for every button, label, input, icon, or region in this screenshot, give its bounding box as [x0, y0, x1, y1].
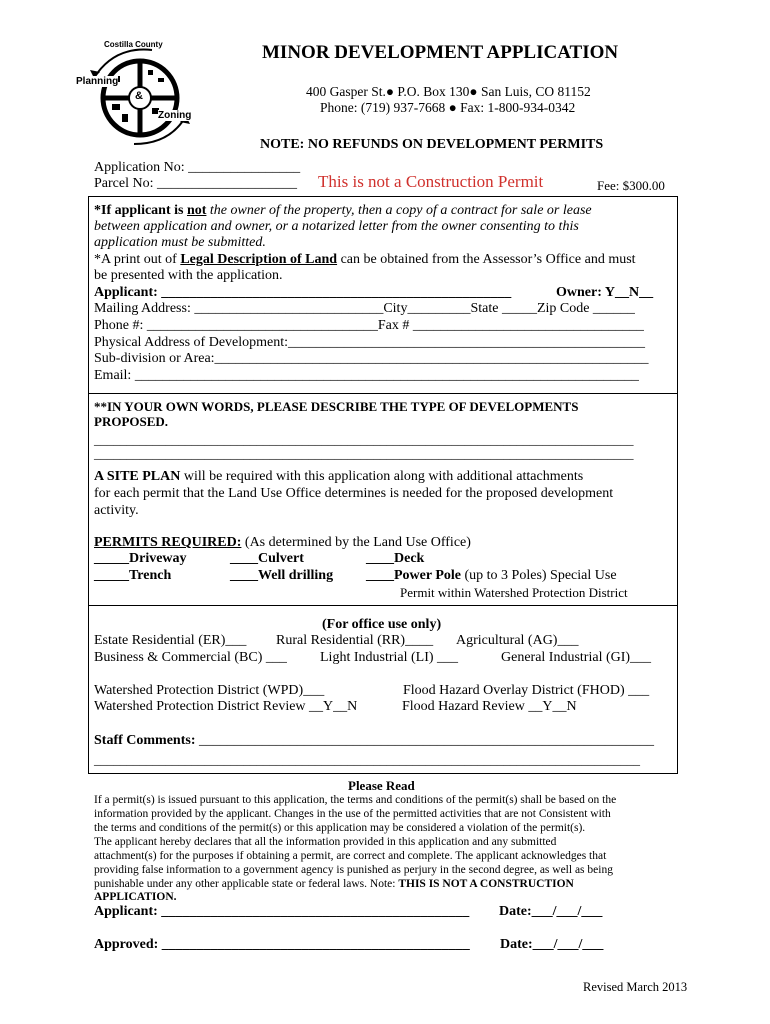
- staff-comments-line2[interactable]: ____________________________________________________________________________________: [94, 752, 640, 767]
- fine-print-line: The applicant hereby declares that all the information provided in this application and any submitted: [94, 836, 557, 848]
- zone-li[interactable]: Light Industrial (LI) ___: [320, 650, 459, 665]
- ownership-instructions-end: the owner of the property, then a copy of a contract for sale or lease: [206, 203, 592, 218]
- approved-signature-field[interactable]: Approved: ____________________________________________: [94, 937, 470, 952]
- staff-comments-line: _________________________________________________________________: [195, 733, 654, 748]
- site-plan-note-line2: for each permit that the Land Use Office determines is needed for the proposed development: [94, 486, 614, 501]
- logo-amp-text: &: [135, 90, 143, 102]
- permits-required-heading: [94, 535, 471, 551]
- zone-rr[interactable]: Rural Residential (RR)____: [276, 633, 434, 648]
- fine-print-text: punishable under any other applicable state or federal laws. Note:: [94, 878, 399, 890]
- staff-comments-field[interactable]: [94, 733, 654, 749]
- fine-print-line: [94, 877, 574, 891]
- power-pole-permit-option[interactable]: [366, 568, 617, 584]
- fine-print-line: providing false information to a government agency is punished as perjury in the second degree, as well as being: [94, 864, 613, 876]
- logo-planning-text: Planning: [76, 76, 119, 87]
- fee: Fee: $300.00: [597, 178, 665, 193]
- description-heading-line2: PROPOSED.: [94, 414, 169, 429]
- description-blank-line[interactable]: ___________________________________________________________________________________: [94, 446, 634, 461]
- fine-print-line: APPLICATION.: [94, 891, 177, 903]
- fine-print-line: attachment(s) for the purposes if obtaining a permit, are correct and complete. The applicant acknowledges that: [94, 850, 607, 862]
- ownership-instructions-start: *If applicant is: [94, 203, 187, 218]
- subdivision-field[interactable]: Sub-division or Area:______________________________________________________________: [94, 351, 649, 366]
- staff-comments-label: Staff Comments:: [94, 733, 196, 748]
- description-blank-line[interactable]: ___________________________________________________________________________________: [94, 432, 634, 447]
- flood-hazard-district[interactable]: Flood Hazard Overlay District (FHOD) ___: [403, 683, 650, 698]
- site-plan-text: will be required with this application along with additional attachments: [180, 469, 584, 484]
- parcel-number: Parcel No: ____________________: [94, 176, 297, 191]
- physical-address-field[interactable]: Physical Address of Development:___________________________________________________: [94, 335, 646, 350]
- ownership-instructions-line3: application must be submitted.: [94, 235, 266, 250]
- permits-required-note: (As determined by the Land Use Office): [241, 535, 471, 550]
- fine-print-emphasis: THIS IS NOT A CONSTRUCTION: [398, 878, 574, 890]
- legal-description-label: Legal Description of Land: [180, 252, 338, 267]
- office-address: 400 Gasper St.● P.O. Box 130● San Luis, CO 81152: [306, 84, 591, 99]
- construction-permit-note: This is not a Construction Permit: [318, 172, 544, 191]
- site-plan-note: [94, 469, 583, 485]
- site-plan-label: A SITE PLAN: [94, 469, 181, 484]
- permits-required-label: PERMITS REQUIRED:: [94, 535, 242, 550]
- flood-hazard-review[interactable]: Flood Hazard Review __Y__N: [402, 699, 577, 714]
- county-logo: [74, 38, 206, 150]
- please-read-heading: Please Read: [348, 778, 415, 793]
- phone-fax-field[interactable]: Phone #: _________________________________Fax # _________________________________: [94, 318, 644, 333]
- fine-print-line: If a permit(s) is issued pursuant to this application, the terms and conditions of the permit(s) shall be based on the: [94, 794, 617, 806]
- approved-date-field[interactable]: Date:___/___/___: [500, 937, 604, 952]
- description-heading: **IN YOUR OWN WORDS, PLEASE DESCRIBE THE TYPE OF DEVELOPMENTS: [94, 399, 579, 414]
- logo-county-text: Costilla County: [104, 40, 163, 49]
- legal-description-end: can be obtained from the Assessor’s Office and must: [337, 252, 636, 267]
- well-drilling-permit-option[interactable]: ____Well drilling: [230, 568, 334, 583]
- trench-permit-option[interactable]: _____Trench: [94, 568, 172, 583]
- watershed-district[interactable]: Watershed Protection District (WPD)___: [94, 683, 325, 698]
- power-pole-blank: ____: [366, 568, 394, 583]
- zone-ag[interactable]: Agricultural (AG)___: [456, 633, 579, 648]
- driveway-permit-option[interactable]: _____Driveway: [94, 551, 187, 566]
- mailing-address-field[interactable]: Mailing Address: ___________________________City_________State _____Zip Code ______: [94, 301, 635, 316]
- watershed-review[interactable]: Watershed Protection District Review __Y__N: [94, 699, 358, 714]
- applicant-date-field[interactable]: Date:___/___/___: [499, 904, 603, 919]
- power-pole-note: (up to 3 Poles) Special Use: [461, 568, 617, 583]
- zone-bc[interactable]: Business & Commercial (BC) ___: [94, 650, 287, 665]
- watershed-permit-note: Permit within Watershed Protection District: [400, 585, 628, 600]
- office-use-heading: (For office use only): [322, 617, 442, 632]
- zone-gi[interactable]: General Industrial (GI)___: [501, 650, 652, 665]
- ownership-not: not: [186, 203, 207, 218]
- legal-description-start: *A print out of: [94, 252, 181, 267]
- ownership-instructions: [94, 203, 592, 219]
- deck-permit-option[interactable]: ____Deck: [366, 551, 425, 566]
- application-number: Application No: ________________: [94, 160, 301, 175]
- applicant-signature-field[interactable]: Applicant: ____________________________________________: [94, 904, 470, 919]
- zone-er[interactable]: Estate Residential (ER)___: [94, 633, 247, 648]
- power-pole-label: Power Pole: [394, 568, 461, 583]
- fine-print-line: information provided by the applicant. Changes in the use of the permitted activities that are not Consistent with: [94, 808, 611, 820]
- refund-note: NOTE: NO REFUNDS ON DEVELOPMENT PERMITS: [260, 137, 604, 152]
- legal-description-note: [94, 252, 636, 268]
- legal-description-note-line2: be presented with the application.: [94, 268, 283, 283]
- email-field[interactable]: Email: ________________________________________________________________________: [94, 368, 639, 383]
- revision-date: Revised March 2013: [583, 980, 688, 994]
- culvert-permit-option[interactable]: ____Culvert: [230, 551, 304, 566]
- ownership-instructions-line2: between application and owner, or a notarized letter from the owner consenting to this: [94, 219, 579, 234]
- applicant-field[interactable]: Applicant: __________________________________________________: [94, 285, 512, 300]
- office-phone: Phone: (719) 937-7668 ● Fax: 1-800-934-0342: [320, 100, 576, 115]
- site-plan-note-line3: activity.: [94, 503, 139, 518]
- logo-zoning-text: Zoning: [158, 110, 192, 121]
- page-title: MINOR DEVELOPMENT APPLICATION: [262, 42, 619, 63]
- fine-print-line: the terms and conditions of the permit(s) or this application may be considered a violation of the permit(s).: [94, 822, 586, 834]
- owner-field[interactable]: Owner: Y__N__: [556, 285, 654, 300]
